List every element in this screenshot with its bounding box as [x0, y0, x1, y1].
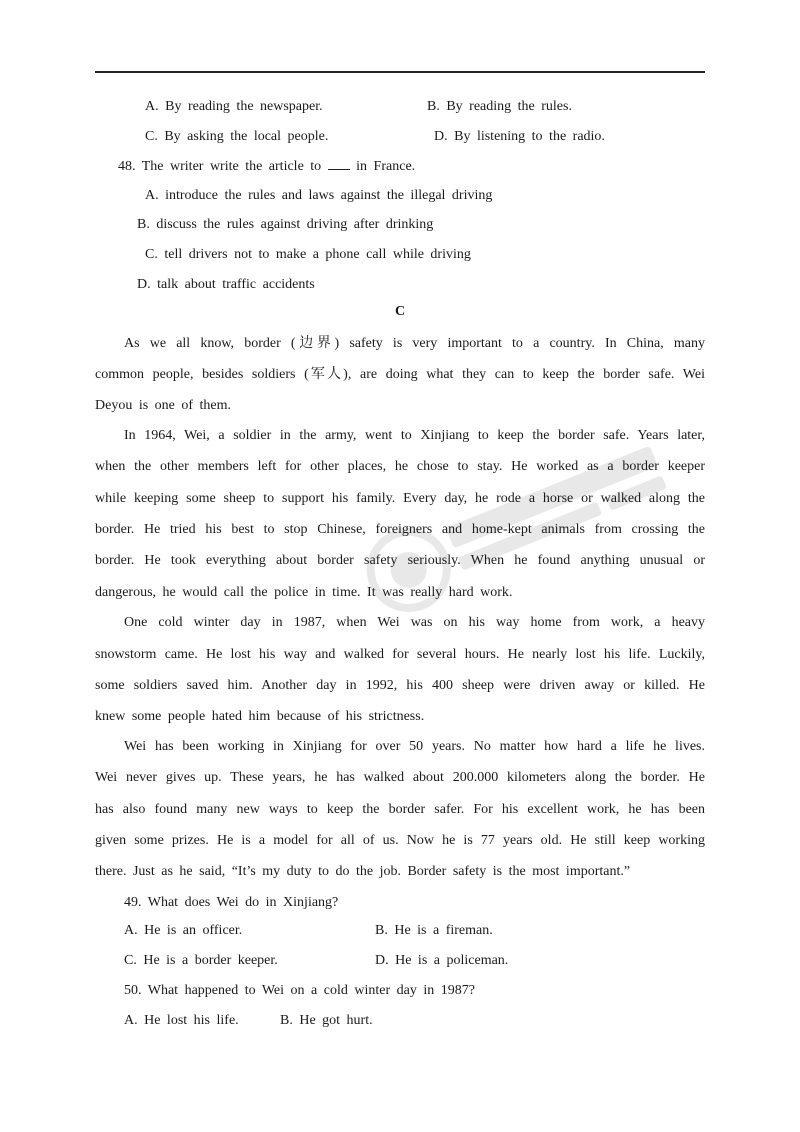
q50-option-b: B. He got hurt.: [280, 1013, 373, 1028]
passage-line: [95, 738, 705, 756]
passage-text: One cold winter day in 1987, when Wei was on his way home from work, a heavy: [124, 615, 705, 630]
passage-line: Deyou is one of them.: [95, 398, 232, 413]
q47-option-a: A. By reading the newspaper.: [145, 99, 323, 114]
q49-option-b: B. He is a fireman.: [375, 923, 493, 938]
passage-line: [95, 335, 705, 353]
passage-line: [95, 427, 705, 445]
q49-option-a: A. He is an officer.: [124, 923, 243, 938]
q49-option-c: C. He is a border keeper.: [124, 953, 278, 968]
passage-text: In 1964, Wei, a soldier in the army, went to Xinjiang to keep the border safe. Years later,: [124, 428, 705, 443]
q48-stem-after: in France.: [356, 159, 416, 174]
q48-stem: [118, 157, 415, 176]
passage-line: Wei never gives up. These years, he has walked about 200.000 kilometers along the border. He: [95, 770, 705, 785]
passage-text: As we all know, border (边界) safety is very important to a country. In China, many: [124, 336, 705, 351]
passage-line: when the other members left for other places, he chose to stay. He worked as a border keeper: [95, 459, 705, 474]
q48-option-a: A. introduce the rules and laws against the illegal driving: [145, 188, 493, 203]
q47-option-d: D. By listening to the radio.: [434, 129, 605, 144]
passage-line: common people, besides soldiers (军人), are doing what they can to keep the border safe. Wei: [95, 367, 705, 382]
passage-line: snowstorm came. He lost his way and walked for several hours. He nearly lost his life. Luckily,: [95, 647, 705, 662]
q50-option-a: A. He lost his life.: [124, 1013, 239, 1028]
passage-line: some soldiers saved him. Another day in 1992, his 400 sheep were driven away or killed. He: [95, 678, 705, 693]
answer-blank: [328, 157, 350, 170]
passage-line: has also found many new ways to keep the border safer. For his excellent work, he has been: [95, 802, 705, 817]
q48-option-d: D. talk about traffic accidents: [137, 277, 315, 292]
passage-line: there. Just as he said, “It’s my duty to do the job. Border safety is the most important.”: [95, 864, 631, 879]
section-heading: C: [394, 304, 406, 319]
q48-stem-before: 48. The writer write the article to: [118, 159, 322, 174]
passage-text: Wei has been working in Xinjiang for over 50 years. No matter how hard a life he lives.: [124, 739, 705, 754]
passage-line: while keeping some sheep to support his family. Every day, he rode a horse or walked along the: [95, 491, 705, 506]
passage-line: border. He took everything about border safety seriously. When he found anything unusual or: [95, 553, 705, 568]
q49-stem: 49. What does Wei do in Xinjiang?: [124, 895, 339, 910]
q47-option-c: C. By asking the local people.: [145, 129, 329, 144]
header-rule: [95, 71, 705, 73]
q50-stem: 50. What happened to Wei on a cold winter day in 1987?: [124, 983, 475, 998]
passage-line: given some prizes. He is a model for all of us. Now he is 77 years old. He still keep working: [95, 833, 705, 848]
q49-option-d: D. He is a policeman.: [375, 953, 509, 968]
q48-option-b: B. discuss the rules against driving after drinking: [137, 217, 434, 232]
passage-line: knew some people hated him because of his strictness.: [95, 709, 425, 724]
passage-line: border. He tried his best to stop Chinese, foreigners and home-kept animals from crossing the: [95, 522, 705, 537]
q47-option-b: B. By reading the rules.: [427, 99, 572, 114]
q48-option-c: C. tell drivers not to make a phone call while driving: [145, 247, 471, 262]
passage-line: dangerous, he would call the police in time. It was really hard work.: [95, 585, 513, 600]
passage-line: [95, 614, 705, 632]
